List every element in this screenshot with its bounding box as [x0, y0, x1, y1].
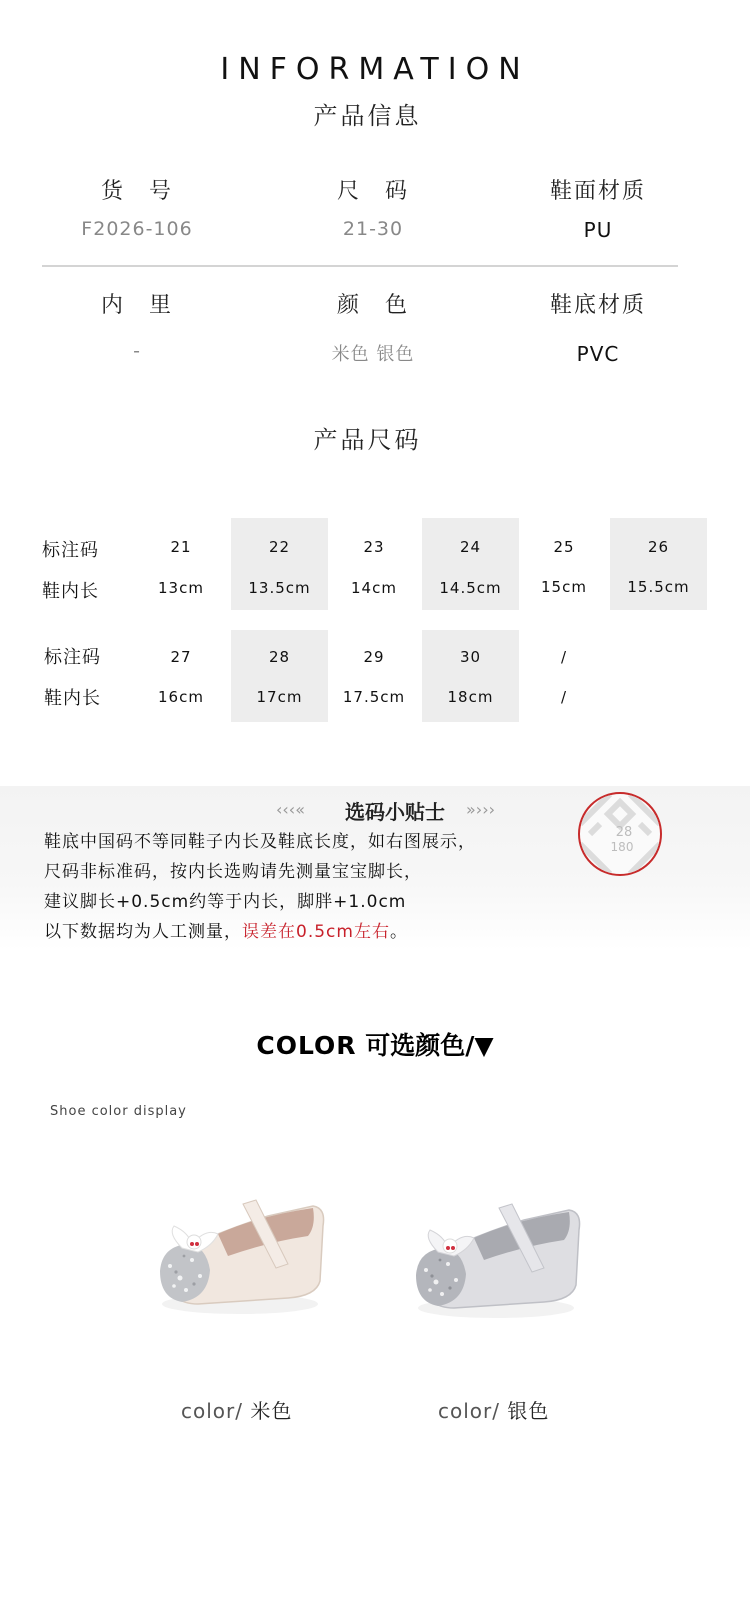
inner-length: 14cm: [351, 579, 397, 597]
info-title-en: INFORMATION: [220, 52, 530, 87]
row-label-code: 标注码: [42, 540, 99, 561]
left-chevrons-icon: ‹‹‹«: [276, 800, 305, 819]
size-code: 21: [170, 538, 192, 556]
label-item-number: 货 号: [100, 179, 173, 204]
tips-error-note: 误差在0.5cm左右: [242, 922, 390, 942]
value-lining: -: [133, 340, 141, 362]
tips-line-4-end: 。: [389, 922, 408, 942]
size-cell-bg: [231, 630, 328, 722]
inner-length: 15cm: [541, 578, 587, 596]
inner-length: 13.5cm: [248, 579, 311, 597]
row-label-length: 鞋内长: [42, 581, 99, 602]
size-code: 30: [459, 648, 482, 666]
color-section-title: [0, 1026, 750, 1062]
label-color: 颜 色: [336, 293, 409, 318]
inner-length: 18cm: [447, 688, 494, 706]
size-code: 23: [363, 538, 385, 556]
sole-marking-image: [578, 792, 662, 876]
size-cell-bg: [422, 630, 519, 722]
value-size: 21-30: [342, 218, 404, 240]
tips-line-4: [44, 917, 408, 942]
sole-number-text: 180: [610, 840, 634, 854]
color-name: 米色: [250, 1399, 293, 1423]
label-sole-material: 鞋底材质: [549, 293, 646, 318]
size-code: 25: [553, 538, 575, 556]
size-code: 27: [170, 648, 192, 666]
value-sole-material: PVC: [576, 342, 620, 366]
size-code: 24: [459, 538, 482, 556]
inner-length: 17cm: [256, 688, 303, 706]
size-chart-title: 产品尺码: [313, 426, 422, 454]
size-code: 28: [268, 648, 291, 666]
inner-length: 15.5cm: [627, 578, 690, 596]
row-label-code: 标注码: [44, 647, 101, 668]
size-code: 22: [268, 538, 291, 556]
shoe-image-silver: [404, 1190, 584, 1330]
label-size: 尺 码: [336, 179, 409, 204]
shoe-caption-beige: [181, 1395, 292, 1424]
inner-length: 17.5cm: [342, 688, 406, 706]
size-code: /: [560, 648, 568, 666]
inner-length: /: [560, 688, 568, 706]
size-cell-bg: [610, 518, 707, 610]
info-divider: [42, 265, 678, 267]
tips-line-4-text: 以下数据均为人工测量，: [44, 922, 242, 942]
tips-line-3: 建议脚长+0.5cm约等于内长，脚胖+1.0cm: [44, 892, 407, 912]
value-upper-material: PU: [583, 218, 613, 242]
color-title-en: COLOR: [256, 1031, 357, 1060]
inner-length: 13cm: [158, 579, 204, 597]
label-lining: 内 里: [100, 293, 173, 318]
shoe-display-subtitle: Shoe color display: [50, 1104, 187, 1119]
inner-length: 14.5cm: [439, 579, 502, 597]
sole-code-text: 28: [615, 825, 633, 840]
color-prefix: color/: [181, 1399, 243, 1423]
shoe-image-beige: [148, 1186, 328, 1326]
inner-length: 16cm: [158, 688, 204, 706]
shoe-caption-silver: [438, 1395, 549, 1424]
value-item-number: F2026-106: [81, 218, 193, 240]
color-title-cn: 可选颜色/▼: [365, 1031, 494, 1060]
color-prefix: color/: [438, 1399, 500, 1423]
size-tips-title: 选码小贴士: [345, 800, 445, 824]
tips-line-2: 尺码非标准码，按内长选购请先测量宝宝脚长，: [44, 862, 422, 882]
tips-line-1: 鞋底中国码不等同鞋子内长及鞋底长度，如右图展示，: [44, 832, 476, 852]
right-chevrons-icon: »›››: [466, 800, 495, 819]
label-upper-material: 鞋面材质: [549, 179, 646, 204]
info-title-cn: 产品信息: [313, 102, 422, 130]
size-code: 26: [647, 538, 670, 556]
sole-tread-icon: [580, 794, 660, 874]
size-code: 29: [363, 648, 385, 666]
value-color: 米色 银色: [331, 344, 415, 365]
row-label-length: 鞋内长: [44, 688, 101, 709]
color-name: 银色: [507, 1399, 550, 1423]
